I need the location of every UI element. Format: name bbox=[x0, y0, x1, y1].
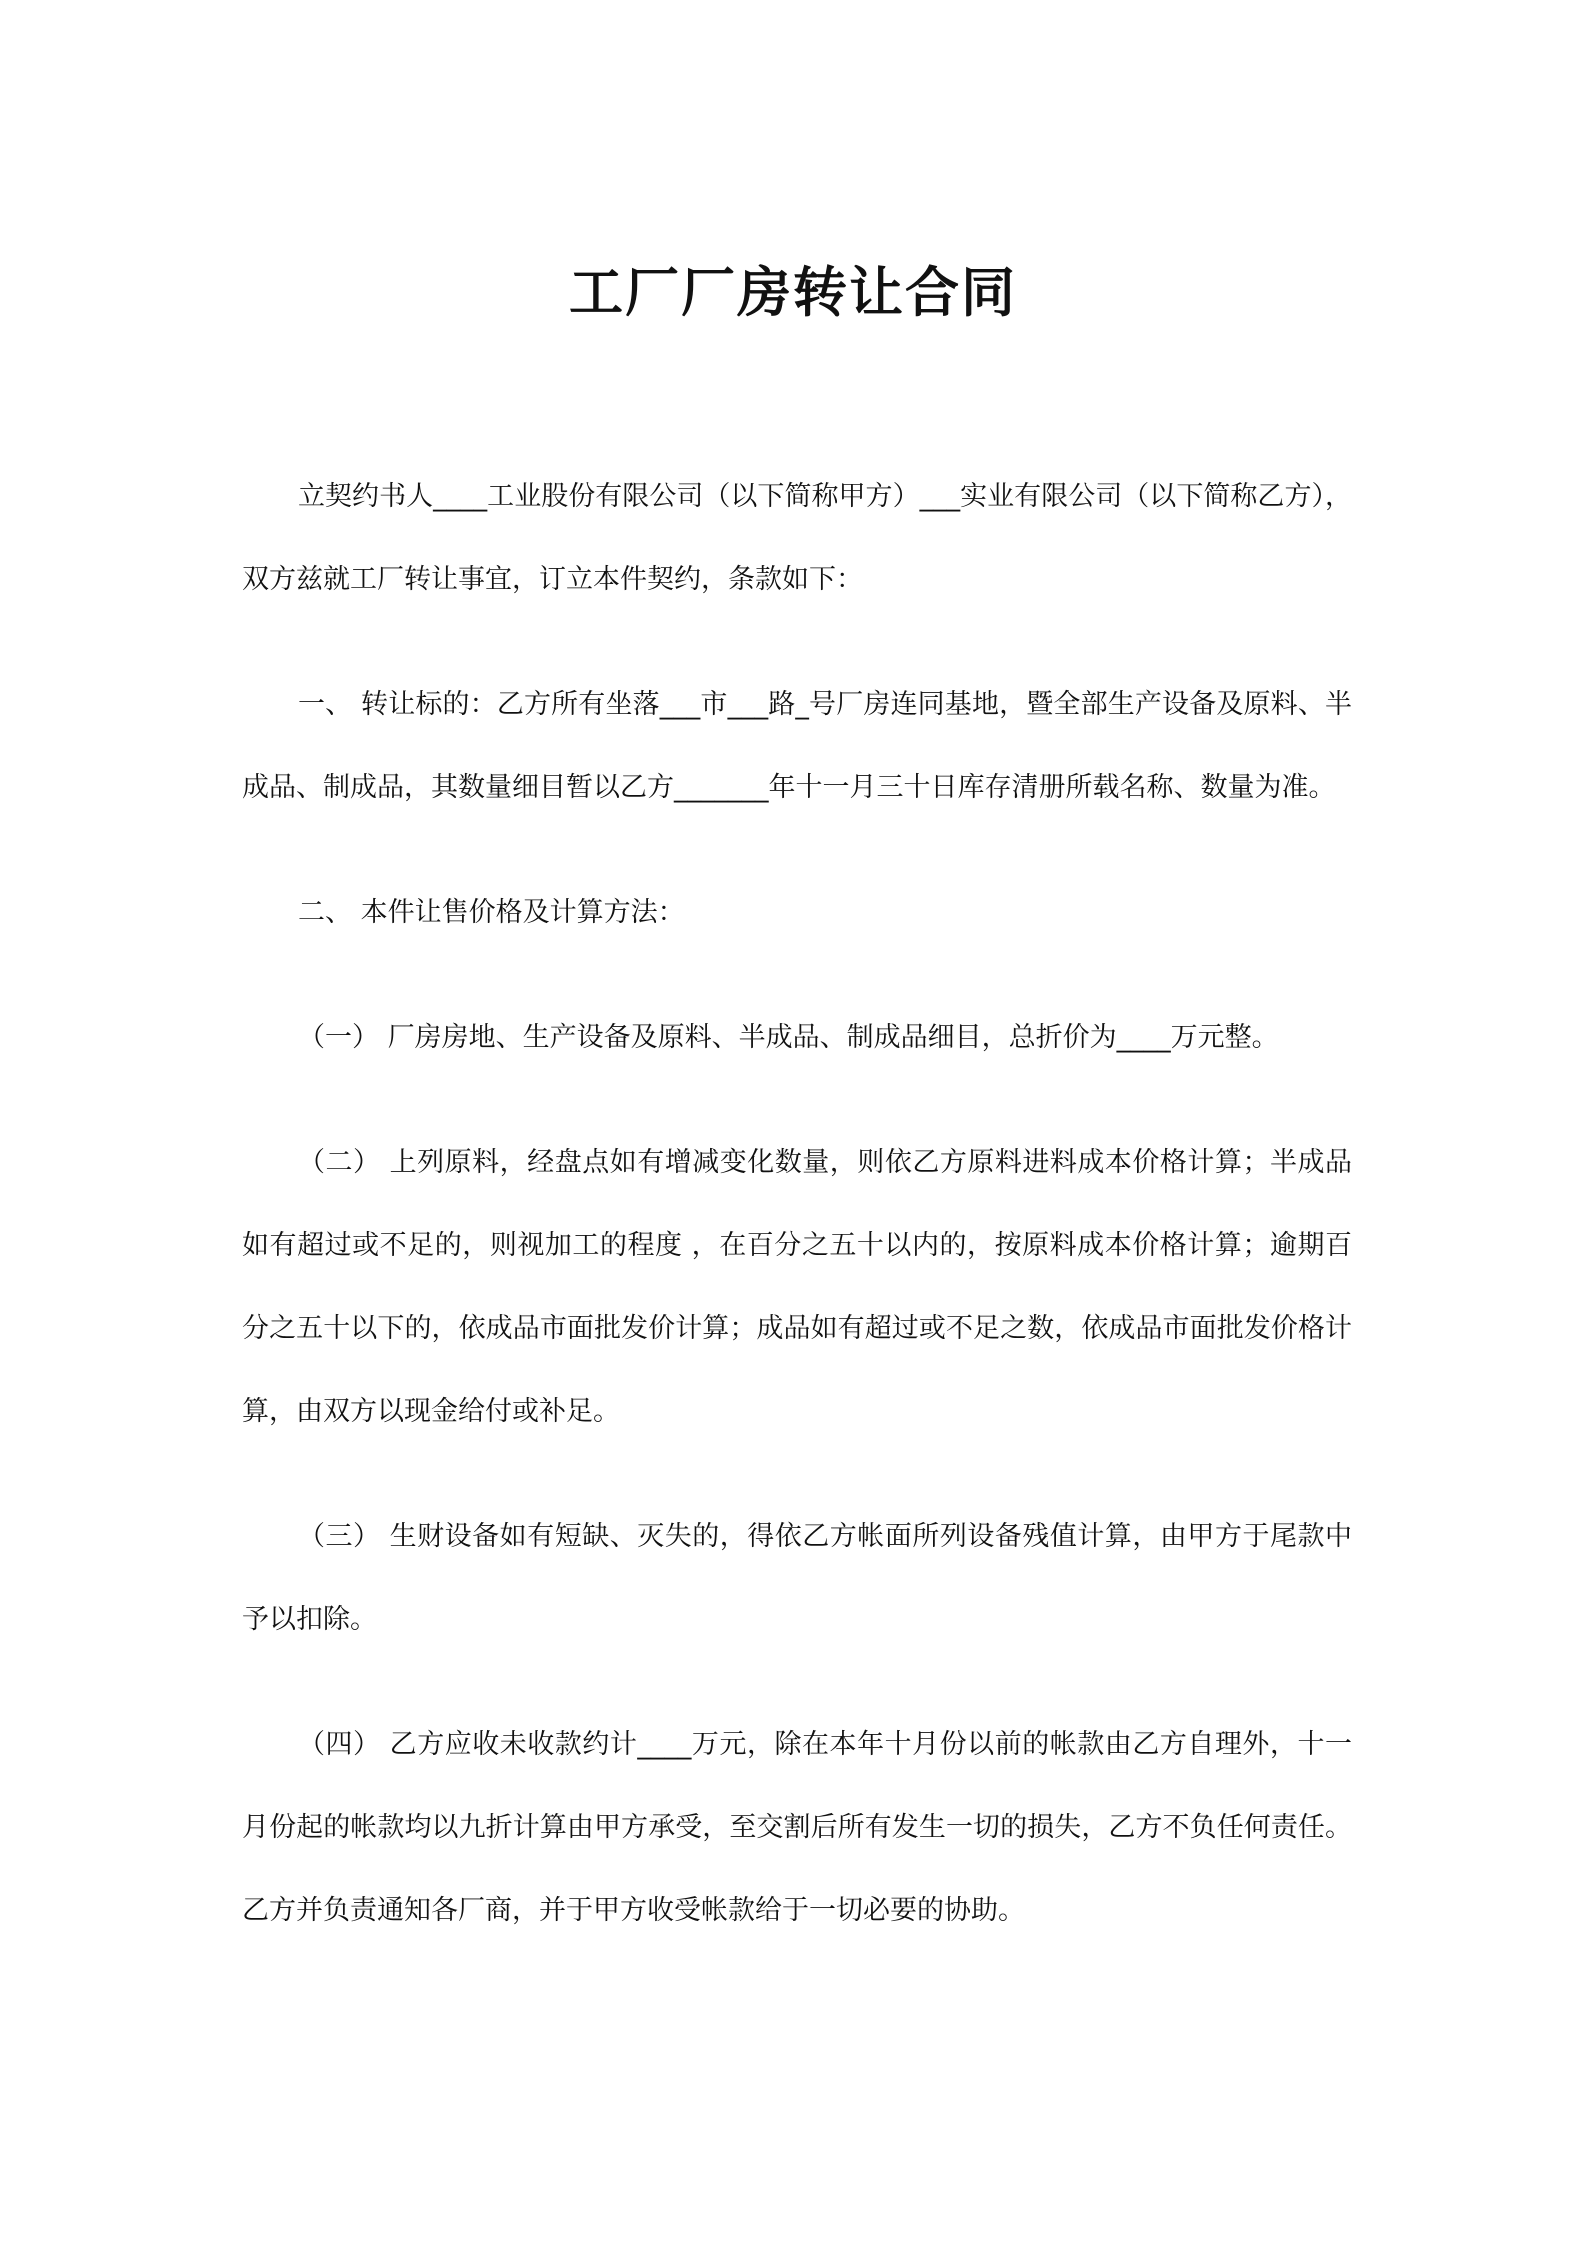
paragraph-clause-2-1: （一） 厂房房地、生产设备及原料、半成品、制成品细目，总折价为____万元整。 bbox=[298, 1022, 1279, 1053]
document-title: 工厂厂房转让合同 bbox=[569, 261, 1017, 324]
paragraph-clause-2-4: （四） 乙方应收未收款约计____万元，除在本年十月份以前的帐款由乙方自理外，十一月份起的帐款均以九折计算由甲方承受，至交割后所有发生一切的损失，乙方不负任何责任。乙方并负责通知各厂商，并于甲方收受帐款给于一切必要的协助。 bbox=[242, 1729, 1352, 1926]
paragraph-clause-2-3: （三） 生财设备如有短缺、灭失的，得依乙方帐面所列设备残值计算，由甲方于尾款中予以扣除。 bbox=[242, 1521, 1352, 1635]
document-body bbox=[242, 455, 1352, 1952]
paragraph-clause-1: 一、 转让标的：乙方所有坐落___市___路_号厂房连同基地，暨全部生产设备及原料、半成品、制成品，其数量细目暂以乙方_______年十一月三十日库存清册所载名称、数量为准。 bbox=[242, 689, 1352, 803]
paragraph-clause-2: 二、 本件让售价格及计算方法： bbox=[298, 897, 685, 928]
paragraph-parties: 立契约书人____工业股份有限公司（以下简称甲方）___实业有限公司（以下简称乙方），双方兹就工厂转让事宜，订立本件契约，条款如下： bbox=[242, 481, 1352, 595]
paragraph-clause-2-2: （二） 上列原料，经盘点如有增减变化数量，则依乙方原料进料成本价格计算；半成品如有超过或不足的，则视加工的程度 ，在百分之五十以内的，按原料成本价格计算；逾期百分之五十以下的，依成品市面批发价计算；成品如有超过或不足之数，依成品市面批发价格计算，由双方以现金给付或补足。 bbox=[242, 1147, 1352, 1427]
